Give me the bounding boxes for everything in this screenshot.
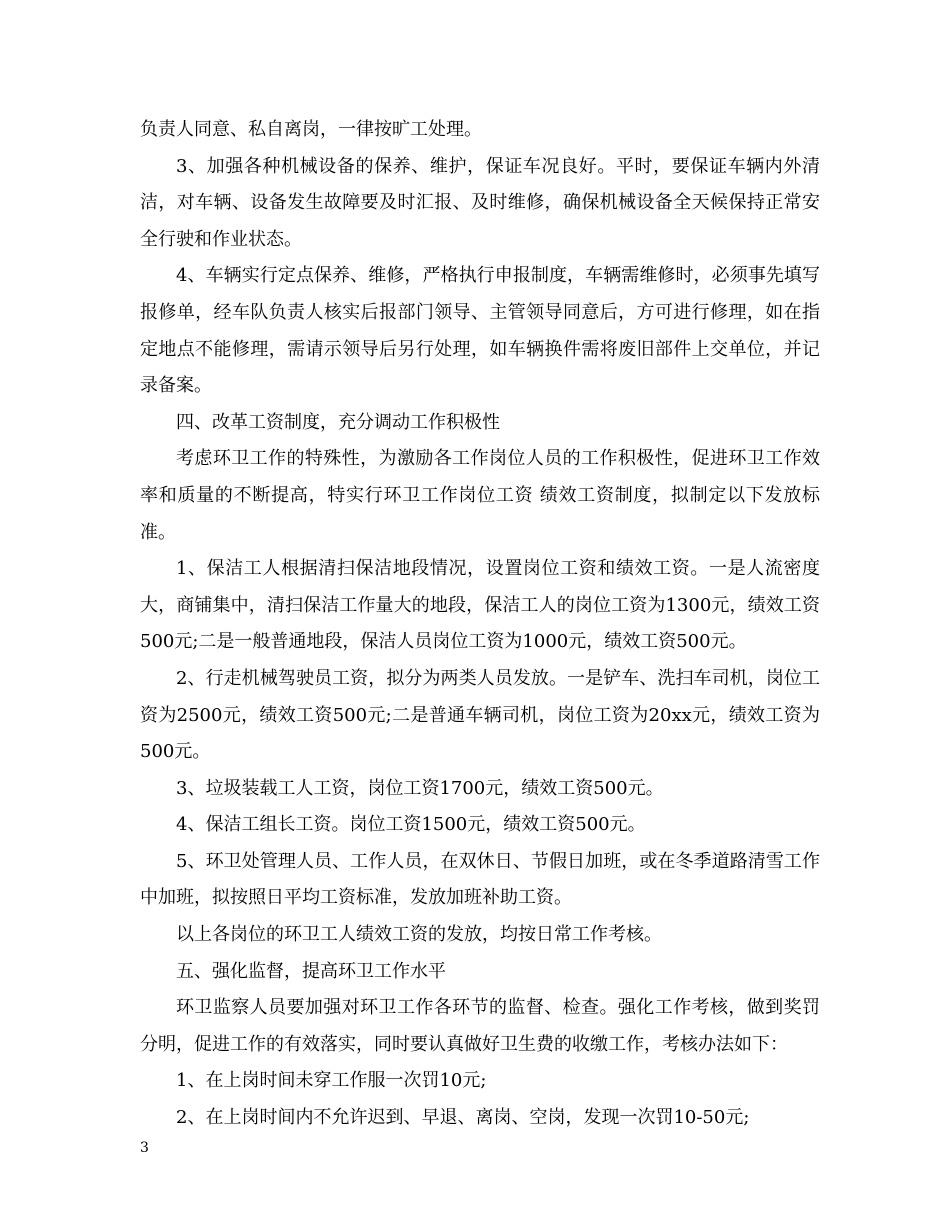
paragraph: 环卫监察人员要加强对环卫工作各环节的监督、检查。强化工作考核，做到奖罚分明，促进工作的有效落实，同时要认真做好卫生费的收缴工作，考核办法如下： — [140, 997, 820, 1055]
paragraph: 4、车辆实行定点保养、维修，严格执行申报制度，车辆需维修时，必须事先填写报修单，经车队负责人核实后报部门领导、主管领导同意后，方可进行修理，如在指定地点不能修理，需请示领导后另行处理，如车辆换件需将废旧部件上交单位，并记录备案。 — [140, 265, 820, 397]
paragraph: 3、垃圾装载工人工资，岗位工资1700元，绩效工资500元。 — [176, 777, 664, 799]
paragraph: 以上各岗位的环卫工人绩效工资的发放，均按日常工作考核。 — [176, 924, 662, 946]
document-body — [140, 112, 820, 1137]
paragraph: 负责人同意、私自离岗，一律按旷工处理。 — [140, 119, 482, 140]
paragraph: 4、保洁工组长工资。岗位工资1500元，绩效工资500元。 — [176, 814, 646, 836]
paragraph: 5、环卫处管理人员、工作人员，在双休日、节假日加班，或在冬季道路清雪工作中加班，拟按照日平均工资标准，发放加班补助工资。 — [140, 850, 820, 909]
paragraph: 1、在上岗时间未穿工作服一次罚10元; — [176, 1070, 487, 1092]
page-number: 3 — [140, 1140, 149, 1156]
section-heading: 五、强化监督，提高环卫工作水平 — [176, 960, 446, 982]
paragraph: 1、保洁工人根据清扫保洁地段情况，设置岗位工资和绩效工资。一是人流密度大，商铺集中，清扫保洁工作量大的地段，保洁工人的岗位工资为1300元，绩效工资500元;二是一般普通地段，保洁人员岗位工资为1000元，绩效工资500元。 — [140, 558, 820, 653]
paragraph: 2、行走机械驾驶员工资，拟分为两类人员发放。一是铲车、洗扫车司机，岗位工资为2500元，绩效工资500元;二是普通车辆司机，岗位工资为20xx元，绩效工资为500元。 — [140, 667, 820, 763]
paragraph: 2、在上岗时间内不允许迟到、早退、离岗、空岗，发现一次罚10-50元; — [176, 1107, 750, 1129]
paragraph: 3、加强各种机械设备的保养、维护，保证车况良好。平时，要保证车辆内外清洁，对车辆、设备发生故障要及时汇报、及时维修，确保机械设备全天候保持正常安全行驶和作业状态。 — [140, 155, 820, 250]
paragraph: 考虑环卫工作的特殊性，为激励各工作岗位人员的工作积极性，促进环卫工作效率和质量的不断提高，特实行环卫工作岗位工资 绩效工资制度，拟制定以下发放标准。 — [140, 448, 820, 543]
section-heading: 四、改革工资制度，充分调动工作积极性 — [176, 411, 500, 433]
